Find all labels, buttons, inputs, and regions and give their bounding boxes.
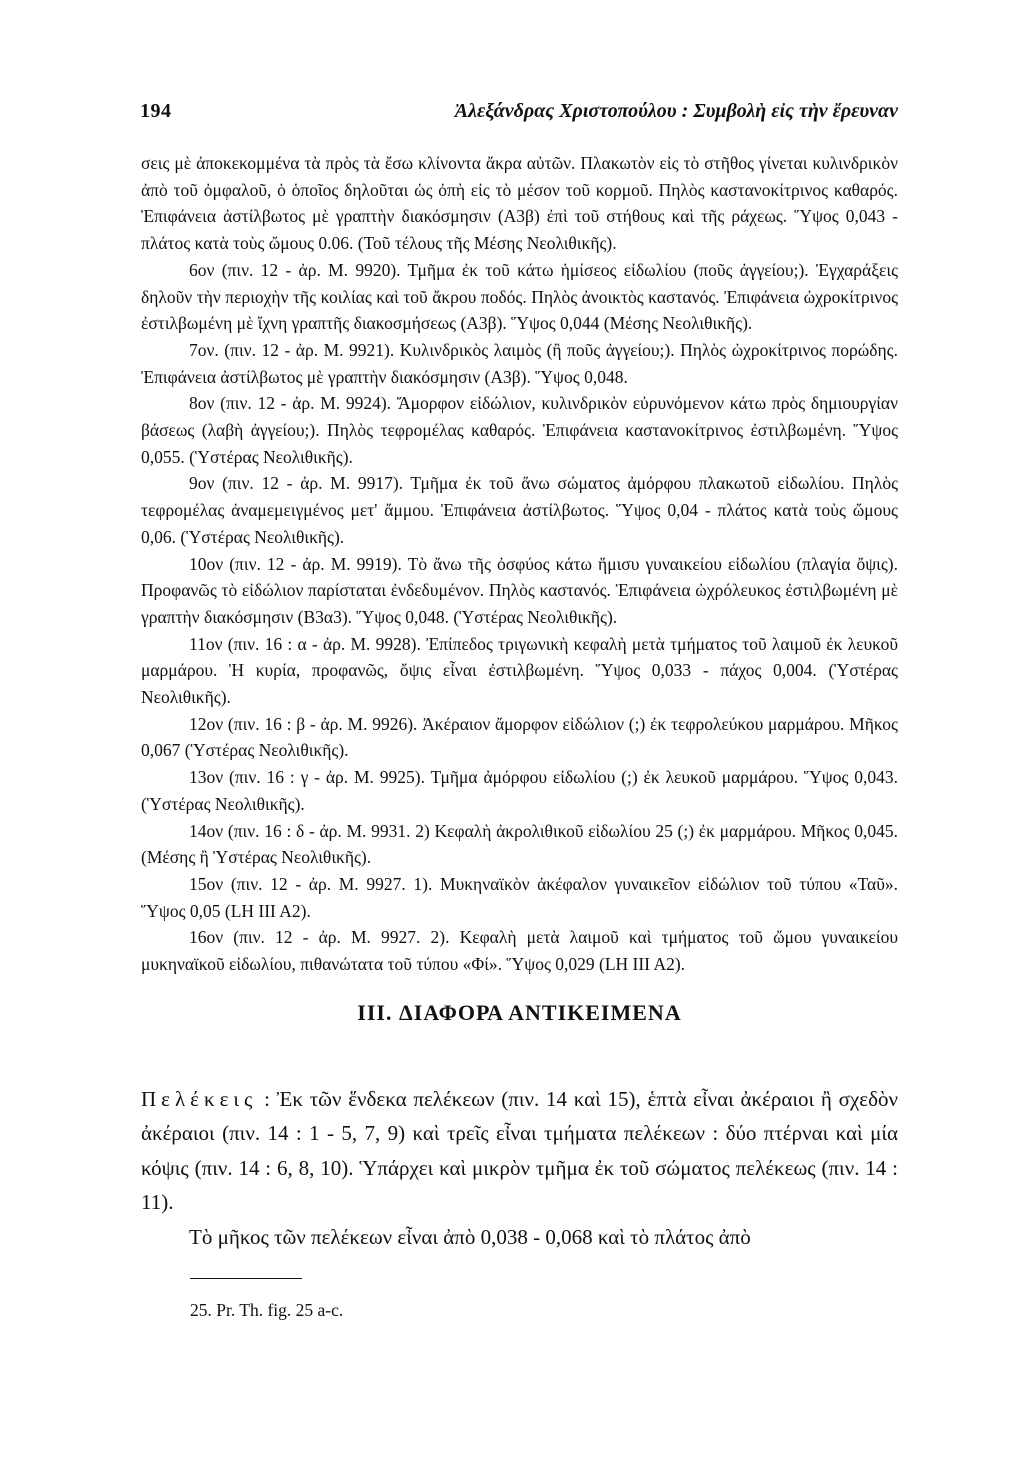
axes-section-text — [141, 1082, 898, 1254]
entry-6: 6ον (πιν. 12 - ἀρ. Μ. 9920). Τμῆμα ἐκ τοῦ κάτω ἡμίσεος εἰδωλίου (ποῦς ἀγγείου;). Ἐγχαράξεις δηλοῦν τὴν περιοχὴν τῆς κοιλίας καὶ τοῦ ἄκρου ποδός. Πηλὸς ἀνοικτὸς καστανός. Ἐπιφάνεια ὠχροκίτρινος ἐστιλβωμένη μὲ ἴχνη γραπτῆς διακοσμήσεως (Α3β). Ὕψος 0,044 (Μέσης Νεολιθικῆς). — [141, 259, 898, 334]
entry-7: 7ον. (πιν. 12 - ἀρ. Μ. 9921). Κυλινδρικὸς λαιμὸς (ἢ ποῦς ἀγγείου;). Πηλὸς ὠχροκίτρινος πορώδης. Ἐπιφάνεια ἀστίλβωτος μὲ γραπτὴν διακόσμησιν (Α3β). Ὕψος 0,048. — [141, 339, 898, 387]
entry-16: 16ον (πιν. 12 - ἀρ. Μ. 9927. 2). Κεφαλὴ μετὰ λαιμοῦ καὶ τμήματος τοῦ ὤμου γυναικείου μυκηναϊκοῦ εἰδωλίου, πιθανώτατα τοῦ τύπου «Φί». Ὕψος 0,029 (LH III A2). — [141, 927, 898, 975]
entry-10: 10ον (πιν. 12 - ἀρ. Μ. 9919). Τὸ ἄνω τῆς ὀσφύος κάτω ἥμισυ γυναικείου εἰδωλίου (πλαγία ὄψις). Προφανῶς τὸ εἰδώλιον παρίσταται ἐνδεδυμένον. Πηλὸς καστανός. Ἐπιφάνεια ὠχρόλευκος ἐστιλβωμένη μὲ γραπτὴν διακόσμησιν (Β3α3). Ὕψος 0,048. (Ὑστέρας Νεολιθικῆς). — [141, 553, 898, 627]
axes-paragraph-1-text: : Ἐκ τῶν ἕνδεκα πελέκεων (πιν. 14 καὶ 15), ἑπτὰ εἶναι ἀκέραιοι ἢ σχεδὸν ἀκέραιοι (πιν. 14 : 1 - 5, 7, 9) καὶ τρεῖς εἶναι τμήματα πελέκεων : δύο πτέρναι καὶ μία κόψις (πιν. 14 : 6, 8, 10). Ὑπάρχει καὶ μικρὸν τμῆμα ἐκ τοῦ σώματος πελέκεως (πιν. 14 : 11). — [141, 1087, 898, 1215]
lead-word: Πελέκεις — [141, 1087, 258, 1111]
page-header — [140, 100, 898, 130]
footnote-divider — [190, 1278, 302, 1279]
entry-12: 12ον (πιν. 16 : β - ἀρ. Μ. 9926). Ἀκέραιον ἄμορφον εἰδώλιον (;) ἐκ τεφρολεύκου μαρμάρου. Μῆκος 0,067 (Ὑστέρας Νεολιθικῆς). — [141, 713, 898, 761]
axes-paragraph-2: Τὸ μῆκος τῶν πελέκεων εἶναι ἀπὸ 0,038 - 0,068 καὶ τὸ πλάτος ἀπὸ — [189, 1224, 751, 1249]
entry-11: 11ον (πιν. 16 : α - ἀρ. Μ. 9928). Ἐπίπεδος τριγωνικὴ κεφαλὴ μετὰ τμήματος τοῦ λαιμοῦ ἐκ λευκοῦ μαρμάρου. Ἡ κυρία, προφανῶς, ὄψις εἶναι ἐστιλβωμένη. Ὕψος 0,033 - πάχος 0,004. (Ὑστέρας Νεολιθικῆς). — [141, 633, 898, 708]
entry-9: 9ον (πιν. 12 - ἀρ. Μ. 9917). Τμῆμα ἐκ τοῦ ἄνω σώματος ἀμόρφου πλακωτοῦ εἰδωλίου. Πηλὸς τεφρομέλας ἀναμεμειγμένος μετ' ἄμμου. Ἐπιφάνεια ἀστίλβωτος. Ὕψος 0,04 - πλάτος κατὰ τοὺς ὤμους 0,06. (Ὑστέρας Νεολιθικῆς). — [141, 473, 898, 547]
page-number: 194 — [140, 100, 172, 122]
footnote-25: 25. Pr. Th. fig. 25 a-c. — [190, 1300, 344, 1320]
paragraph-continuation: σεις μὲ ἀποκεκομμένα τὰ πρὸς τὰ ἔσω κλίνοντα ἄκρα αὐτῶν. Πλακωτὸν εἰς τὸ στῆθος γίνεται κυλινδρικὸν ἀπὸ τοῦ ὀμφαλοῦ, ὁ ὁποῖος δηλοῦται ὡς ὀπὴ εἰς τὸ μέσον τοῦ κορμοῦ. Πηλὸς καστανοκίτρινος καθαρός. Ἐπιφάνεια ἀστίλβωτος μὲ γραπτὴν διακόσμησιν (Α3β) ἐπὶ τοῦ στήθους καὶ τῆς ράχεως. Ὕψος 0,043 - πλάτος κατὰ τοὺς ὤμους 0.06. (Τοῦ τέλους τῆς Μέσης Νεολιθικῆς). — [141, 153, 898, 254]
section-heading: III. ΔΙΑΦΟΡΑ ΑΝΤΙΚΕΙΜΕΝΑ — [357, 1000, 682, 1025]
entry-13: 13ον (πιν. 16 : γ - ἀρ. Μ. 9925). Τμῆμα ἀμόρφου εἰδωλίου (;) ἐκ λευκοῦ μαρμάρου. Ὕψος 0,043. (Ὑστέρας Νεολιθικῆς). — [141, 767, 898, 814]
catalogue-text — [141, 150, 898, 978]
running-head: Ἀλεξάνδρας Χριστοπούλου : Συμβολὴ εἰς τὴν ἔρευναν — [454, 100, 898, 122]
entry-8: 8ον (πιν. 12 - ἀρ. Μ. 9924). Ἄμορφον εἰδώλιον, κυλινδρικὸν εὐρυνόμενον κάτω πρὸς δημιουργίαν βάσεως (λαβὴ ἀγγείου;). Πηλὸς τεφρομέλας καθαρός. Ἐπιφάνεια καστανοκίτρινος ἐστιλβωμένη. Ὕψος 0,055. (Ὑστέρας Νεολιθικῆς). — [141, 393, 898, 467]
entry-15: 15ον (πιν. 12 - ἀρ. Μ. 9927. 1). Μυκηναϊκὸν ἀκέφαλον γυναικεῖον εἰδώλιον τοῦ τύπου «Ταῦ». Ὕψος 0,05 (LH III A2). — [141, 873, 898, 921]
entry-14: 14ον (πιν. 16 : δ - ἀρ. Μ. 9931. 2) Κεφαλὴ ἀκρολιθικοῦ εἰδωλίου 25 (;) ἐκ μαρμάρου. Μῆκος 0,045. (Μέσης ἢ Ὑστέρας Νεολιθικῆς). — [141, 820, 898, 868]
axes-paragraph-1 — [141, 1082, 898, 1220]
